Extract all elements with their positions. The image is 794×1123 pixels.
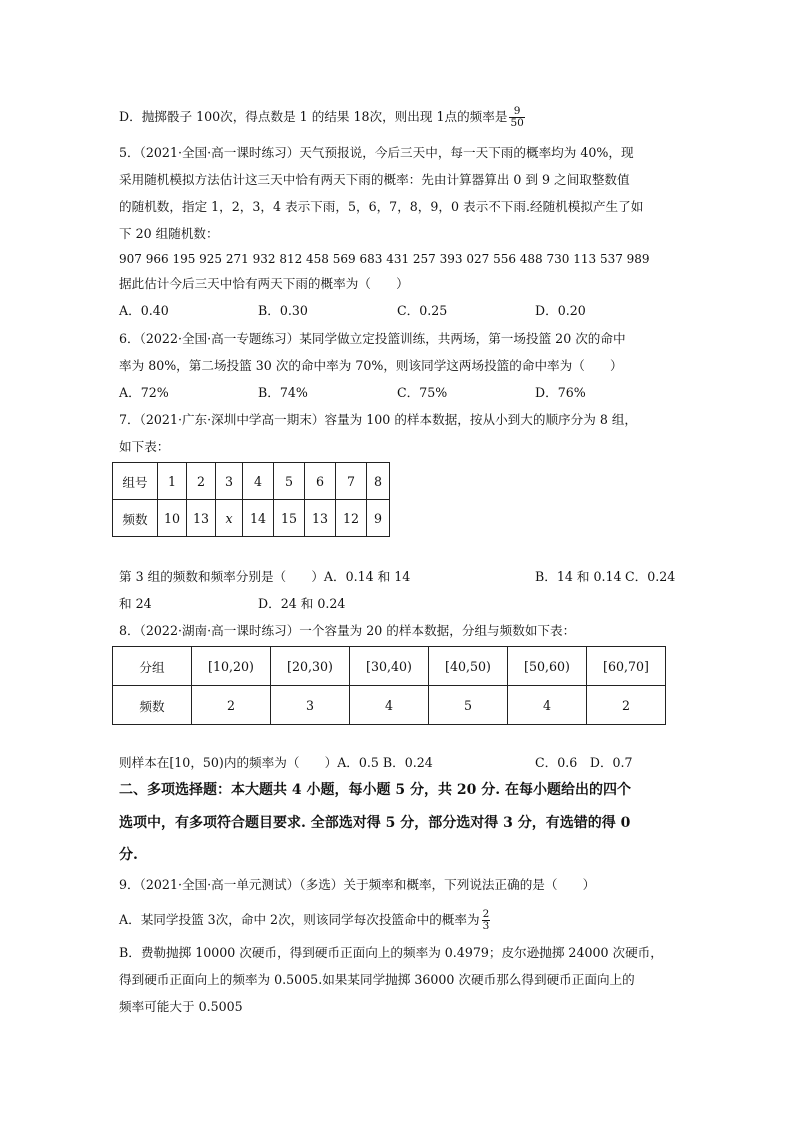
table-cell: 频数	[113, 686, 192, 725]
q9-option-a-text: A．某同学投篮 3次，命中 2次，则该同学每次投篮命中的概率为	[119, 912, 480, 927]
table-cell: 6	[305, 463, 336, 500]
q8-line-1: 8．（2022·湖南·高一课时练习）一个容量为 20 的样本数据，分组与频数如下表：	[119, 623, 576, 638]
q9-option-b-line-1: B．费勒抛掷 10000 次硬币，得到硬币正面向上的频率为 0.4979；皮尔逊抛掷 24000 次硬币，	[119, 945, 663, 960]
table-cell: 2	[587, 686, 666, 725]
section-2-heading-line-1: 二、多项选择题：本大题共 4 小题，每小题 5 分，共 20 分. 在每小题给出的四个	[119, 782, 631, 798]
q5-option-a: A．0.40	[119, 303, 169, 318]
q6-option-d: D．76%	[535, 385, 586, 400]
q8-answer-line: 则样本在[10，50)内的频率为（ ）A．0.5 B．0.24	[119, 755, 433, 770]
table-cell: 1	[158, 463, 187, 500]
q7-frequency-table	[112, 462, 390, 537]
table-cell: 4	[508, 686, 587, 725]
q5-option-c: C．0.25	[397, 303, 448, 318]
table-cell: 8	[367, 463, 390, 500]
table-cell: [60,70]	[587, 647, 666, 686]
q9-option-b-line-2: 得到硬币正面向上的频率为 0.5005.如果某同学抛掷 36000 次硬币那么得到硬币正面向上的	[119, 972, 635, 987]
table-cell: 3	[216, 463, 243, 500]
table-cell: 2	[187, 463, 216, 500]
q9-line-1: 9．（2021·全国·高一单元测试）（多选）关于频率和概率，下列说法正确的是（ ）	[119, 877, 596, 892]
fraction: $\frac{2}{3}$	[482, 908, 490, 932]
table-row	[113, 463, 390, 500]
q7-answer-line-a: 第 3 组的频数和频率分别是（ ）A．0.14 和 14	[119, 569, 411, 584]
q7-option-d: D．24 和 0.24	[258, 596, 346, 611]
q5-line-4: 下 20 组随机数：	[119, 226, 219, 241]
q5-line-1: 5．（2021·全国·高一课时练习）天气预报说，今后三天中，每一天下雨的概率均为 40%，现	[119, 145, 634, 160]
q8-frequency-table	[112, 646, 666, 725]
q5-random-numbers: 907 966 195 925 271 932 812 458 569 683 431 257 393 027 556 488 730 113 537 989	[119, 252, 650, 266]
q6-option-b: B．74%	[258, 385, 308, 400]
table-cell: 5	[429, 686, 508, 725]
q5-question: 据此估计今后三天中恰有两天下雨的概率为（ ）	[119, 276, 409, 291]
q4-option-d-text: D．抛掷骰子 100次，得点数是 1 的结果 18次，则出现 1点的频率是	[119, 109, 508, 124]
q8-options-cd: C．0.6 D．0.7	[535, 755, 633, 770]
q7-option-c: C．0.24	[625, 569, 676, 584]
table-cell: [30,40)	[350, 647, 429, 686]
section-2-heading-line-3: 分.	[119, 847, 138, 863]
q7-line-2: 如下表：	[119, 439, 170, 454]
table-cell: 4	[350, 686, 429, 725]
q6-line-2: 率为 80%，第二场投篮 30 次的命中率为 70%，则该同学这两场投篮的命中率为（ ）	[119, 358, 623, 373]
table-cell: 4	[243, 463, 274, 500]
table-cell: 5	[274, 463, 305, 500]
table-cell: 频数	[113, 500, 158, 537]
table-cell: 13	[305, 500, 336, 537]
table-row	[113, 500, 390, 537]
q5-option-d: D．0.20	[535, 303, 586, 318]
table-row	[113, 647, 666, 686]
table-cell: 3	[271, 686, 350, 725]
q6-option-a: A．72%	[119, 385, 169, 400]
table-row	[113, 686, 666, 725]
table-cell: 9	[367, 500, 390, 537]
table-cell: [50,60)	[508, 647, 587, 686]
table-cell: x	[216, 500, 243, 537]
q5-line-3: 的随机数，指定 1，2，3，4 表示下雨，5，6，7，8，9，0 表示不下雨.经随机模拟产生了如	[119, 199, 644, 214]
table-cell: 组号	[113, 463, 158, 500]
section-2-heading-line-2: 选项中，有多项符合题目要求. 全部选对得 5 分，部分选对得 3 分，有选错的得 0	[119, 815, 631, 831]
q4-option-d	[119, 106, 525, 129]
q7-answer-line-b: 和 24	[119, 596, 152, 611]
q6-option-c: C．75%	[397, 385, 448, 400]
table-cell: [40,50)	[429, 647, 508, 686]
q7-line-1: 7．（2021·广东·深圳中学高一期末）容量为 100 的样本数据，按从小到大的顺序分为 8 组，	[119, 412, 638, 427]
q5-line-2: 采用随机模拟方法估计这三天中恰有两天下雨的概率：先由计算器算出 0 到 9 之间取整数值	[119, 172, 630, 187]
table-cell: 7	[336, 463, 367, 500]
q7-option-b: B．14 和 0.14	[535, 569, 622, 584]
q5-option-b: B．0.30	[258, 303, 308, 318]
table-cell: 10	[158, 500, 187, 537]
table-cell: [20,30)	[271, 647, 350, 686]
table-cell: 分组	[113, 647, 192, 686]
q6-line-1: 6．（2022·全国·高一专题练习）某同学做立定投篮训练，共两场，第一场投篮 20 次的命中	[119, 331, 626, 346]
table-cell: 14	[243, 500, 274, 537]
table-cell: 2	[192, 686, 271, 725]
q9-option-b-line-3: 频率可能大于 0.5005	[119, 999, 243, 1014]
q9-option-a	[119, 909, 490, 932]
table-cell: 12	[336, 500, 367, 537]
fraction: $\frac{9}{50}$	[510, 105, 524, 129]
table-cell: 15	[274, 500, 305, 537]
table-cell: 13	[187, 500, 216, 537]
table-cell: [10,20)	[192, 647, 271, 686]
